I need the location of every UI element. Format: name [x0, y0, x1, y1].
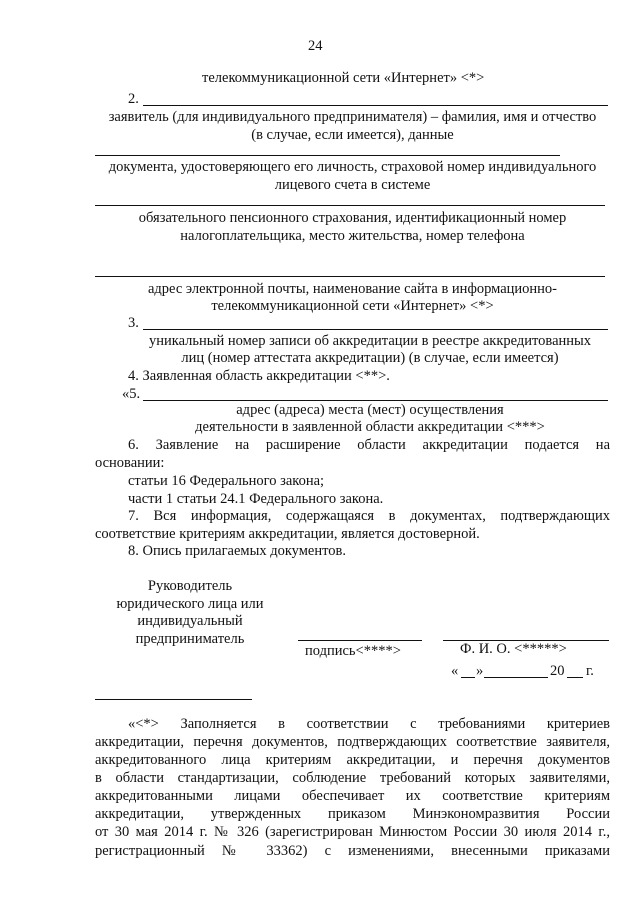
- footnote-line-2: аккредитации, перечня документов, подтверждающих соответствие заявителя,: [95, 734, 610, 750]
- item4-text: 4. Заявленная область аккредитации <**>.: [128, 368, 390, 384]
- footnote-line-3: аккредитованного лица критериям аккредитации, и перечня документов: [95, 752, 610, 768]
- footnote-line-4: в области стандартизации, соблюдение требований которых заявителями,: [95, 770, 610, 786]
- signature-line: [298, 640, 422, 641]
- item7-line2: соответствие критериям аккредитации, является достоверной.: [95, 526, 480, 542]
- footnote-line-5: аккредитованными лицами обеспечивает их соответствие критериям: [95, 788, 610, 804]
- item3-number: 3.: [128, 315, 139, 331]
- footnote-line-1: «<*> Заполняется в соответствии с требованиями критериев: [128, 716, 610, 732]
- item3-caption-2: лиц (номер аттестата аккредитации) (в случае, если имеется): [181, 350, 559, 366]
- item2-caption-3: документа, удостоверяющего его личность, страховой номер индивидуального: [108, 159, 597, 175]
- item2-fill-line-4: [95, 276, 605, 277]
- signature-head-4: предприниматель: [135, 631, 245, 647]
- signature-head-2: юридического лица или: [116, 596, 264, 612]
- signature-head-3: индивидуальный: [137, 613, 243, 629]
- item3-fill-line: [143, 329, 608, 330]
- item2-caption-8: телекоммуникационной сети «Интернет» <*>: [211, 298, 494, 314]
- item8-text: 8. Опись прилагаемых документов.: [128, 543, 346, 559]
- date-year-prefix: 20: [550, 663, 565, 679]
- item6-option-2: части 1 статьи 24.1 Федерального закона.: [128, 491, 384, 507]
- date-day-line: [461, 677, 475, 678]
- item2-caption-6: налогоплательщика, место жительства, номер телефона: [180, 228, 525, 244]
- item2-caption-7: адрес электронной почты, наименование сайта в информационно-: [147, 281, 557, 297]
- date-open-quote: «: [451, 663, 459, 679]
- item3-caption-1: уникальный номер записи об аккредитации в реестре аккредитованных: [148, 333, 592, 349]
- item2-caption-4: лицевого счета в системе: [274, 177, 431, 193]
- date-month-line: [484, 677, 548, 678]
- item5-fill-line: [143, 400, 608, 401]
- signature-label: подпись<****>: [305, 643, 401, 659]
- footnote-line-8: регистрационный № 33362) с изменениями, внесенными приказами: [95, 843, 610, 859]
- item6-line1: 6. Заявление на расширение области аккредитации подается на: [128, 437, 610, 453]
- item2-caption-1: заявитель (для индивидуального предпринимателя) – фамилия, имя и отчество: [108, 109, 597, 125]
- item5-caption-1: адрес (адреса) места (мест) осуществления: [236, 402, 504, 418]
- name-label: Ф. И. О. <*****>: [460, 641, 567, 657]
- item2-caption-5: обязательного пенсионного страхования, идентификационный номер: [138, 210, 567, 226]
- date-close-quote: »: [476, 663, 484, 679]
- item7-line1: 7. Вся информация, содержащаяся в документах, подтверждающих: [128, 508, 610, 524]
- item2-fill-line-2: [95, 155, 560, 156]
- footnote-line-6: аккредитации, утвержденных приказом Минэкономразвития России: [95, 806, 610, 822]
- footnote-separator: [95, 699, 252, 700]
- item5-caption-2: деятельности в заявленной области аккредитации <***>: [195, 419, 545, 435]
- signature-head-1: Руководитель: [147, 578, 233, 594]
- date-year-suffix: г.: [586, 663, 594, 679]
- item2-fill-line-3: [95, 205, 605, 206]
- footnote-line-7: от 30 мая 2014 г. № 326 (зарегистрирован Минюстом России 30 июля 2014 г.,: [95, 824, 610, 840]
- item1-tail: телекоммуникационной сети «Интернет» <*>: [202, 70, 485, 86]
- item5-number: «5.: [122, 386, 141, 402]
- item6-line2: основании:: [95, 455, 165, 471]
- date-year-line: [567, 677, 583, 678]
- page-number: 24: [308, 38, 323, 54]
- item2-number: 2.: [128, 91, 139, 107]
- item2-fill-line: [143, 105, 608, 106]
- item2-caption-2: (в случае, если имеется), данные: [251, 127, 454, 143]
- item6-option-1: статьи 16 Федерального закона;: [128, 473, 325, 489]
